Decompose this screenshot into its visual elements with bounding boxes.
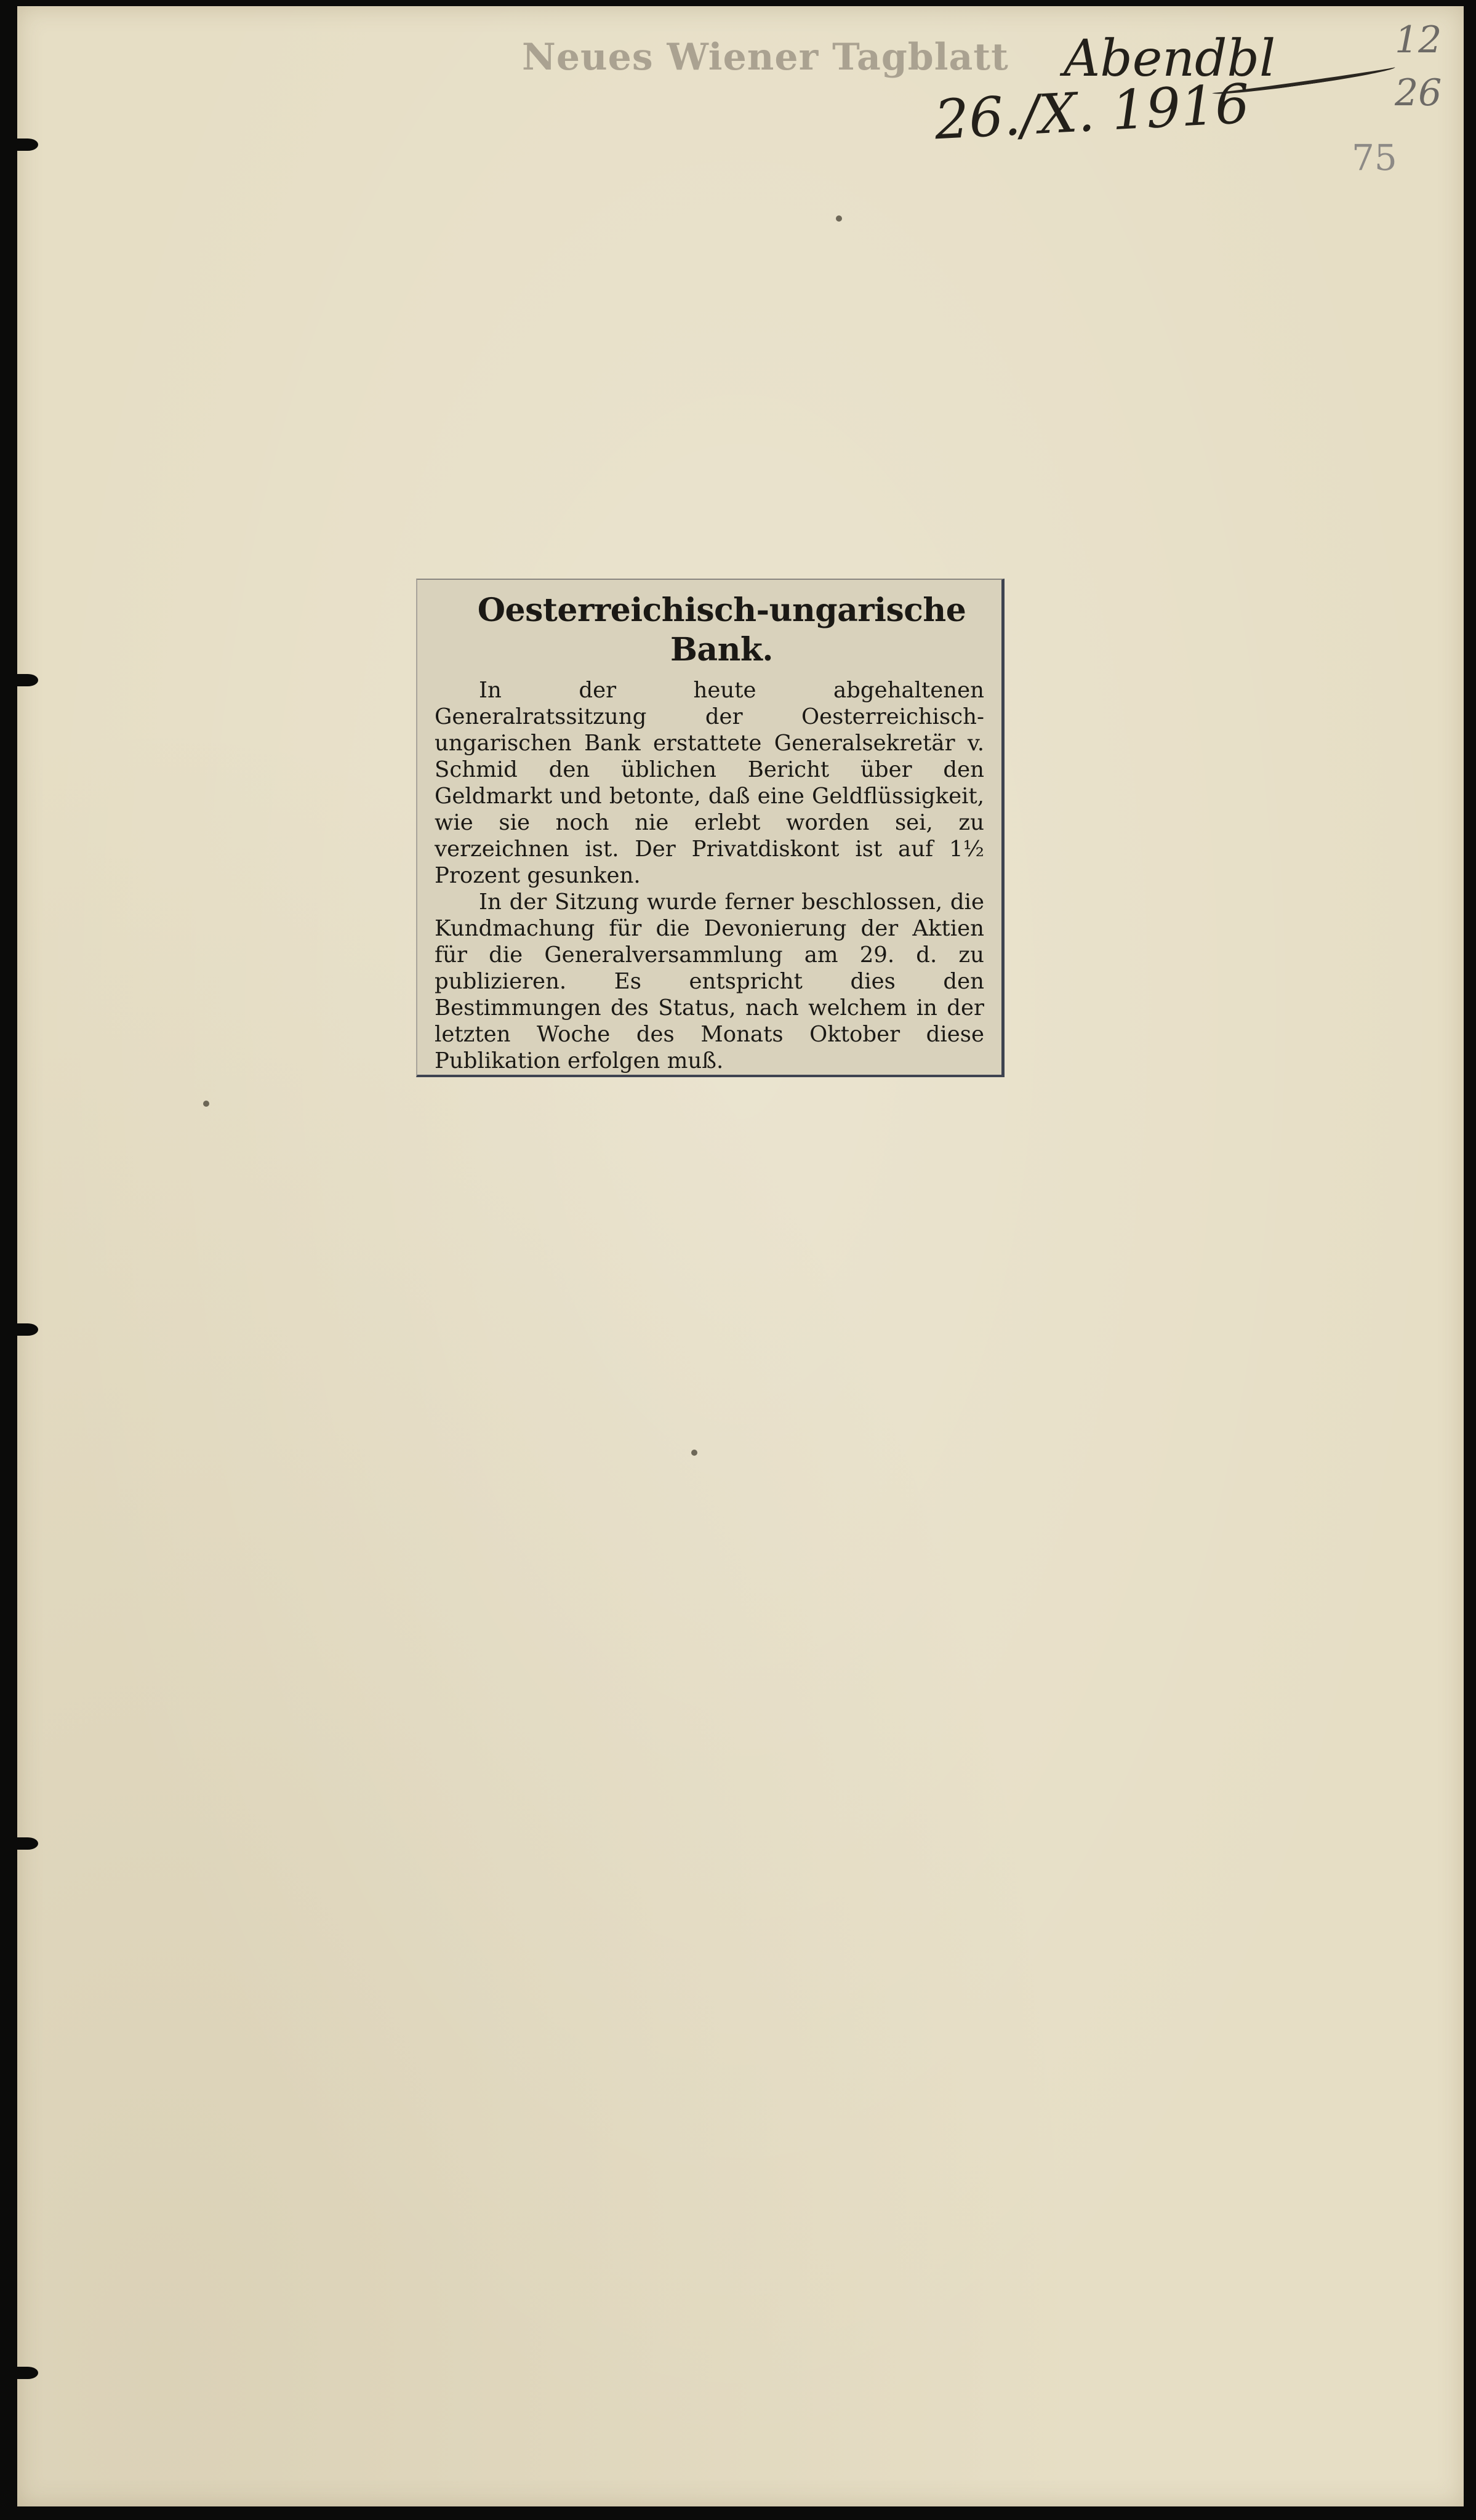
clipping-paragraph: In der Sitzung wurde ferner beschlossen, die Kundmachung für die Devonierung der Aktien für die Generalversammlung am 29. d. zu publizieren. Es entspricht dies den Bestimmungen des Status, nach welchem in der letzten Woche des Monats Oktober diese Publikation erfolgen muß. [435, 889, 984, 1073]
paper-speck [203, 1101, 209, 1107]
archive-sheet [17, 6, 1464, 2506]
binding-hole [17, 674, 38, 686]
margin-note-number: 12 [1395, 18, 1442, 62]
margin-note-number: 26 [1395, 71, 1442, 114]
newspaper-name-stamp: Neues Wiener Tagblatt [522, 36, 1009, 79]
clipping-headline: Oesterreichisch-ungarische Bank. [477, 592, 966, 668]
binding-hole [17, 138, 38, 151]
handwritten-edition-note: Abendbl [1064, 30, 1276, 88]
binding-hole [17, 1837, 38, 1850]
newspaper-clipping [416, 579, 1005, 1077]
page-number-note: 75 [1352, 137, 1397, 179]
handwritten-date: 26./X. 1916 [933, 71, 1251, 152]
paper-speck [836, 215, 842, 222]
binding-hole [17, 1323, 38, 1336]
paper-speck [691, 1450, 697, 1456]
clipping-paragraph: In der heute abgehaltenen Generalratssitzung der Oesterreichisch-ungarischen Bank erstattete Generalsekretär v. Schmid den üblichen Bericht über den Geldmarkt und betonte, daß eine Geldflüssigkeit, wie sie noch nie erlebt worden sei, zu verzeichnen ist. Der Privatdiskont ist auf 1½ Prozent gesunken. [435, 678, 984, 888]
binding-hole [17, 2367, 38, 2379]
